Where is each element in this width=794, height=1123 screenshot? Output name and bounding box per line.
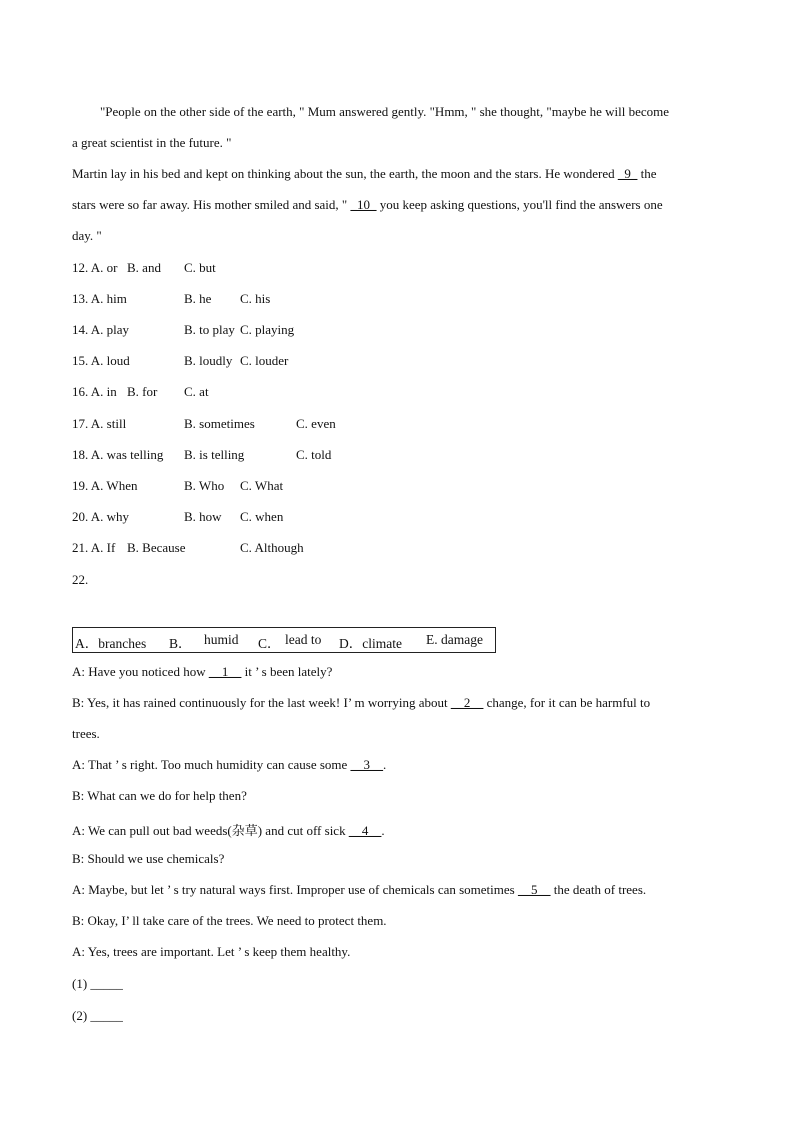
- q12-c: C. but: [184, 260, 216, 275]
- q12-b: B. and: [127, 260, 161, 275]
- dialogue-line-7: B: Should we use chemicals?: [72, 851, 225, 866]
- dialogue-line-10: A: Yes, trees are important. Let ’ s keep them healthy.: [72, 944, 351, 959]
- q13-c: C. his: [240, 291, 271, 306]
- dialogue-text: A: We can pull out bad weeds(杂草) and cut off sick: [72, 823, 349, 838]
- q14-c: C. playing: [240, 322, 295, 337]
- word-option-b: humid: [204, 632, 239, 647]
- q18-c: C. told: [296, 447, 332, 462]
- dialogue-line-6: [72, 820, 385, 839]
- q14-b: B. to play: [184, 322, 235, 337]
- passage-line-2c: day. ": [72, 228, 102, 243]
- answer-line-2[interactable]: (2) _____: [72, 1008, 123, 1023]
- q18-a: 18. A. was telling: [72, 447, 164, 462]
- dialogue-text: A: That ’ s right. Too much humidity can cause some: [72, 757, 351, 772]
- dialogue-text: .: [383, 757, 387, 772]
- q22-label: 22.: [72, 572, 89, 587]
- q16-b: B. for: [127, 384, 158, 399]
- word-box: [72, 627, 496, 653]
- q19-b: B. Who: [184, 478, 225, 493]
- word-option-c: lead to: [285, 632, 322, 647]
- q15-b: B. loudly: [184, 353, 233, 368]
- q15-c: C. louder: [240, 353, 289, 368]
- q17-c: C. even: [296, 416, 336, 431]
- dialogue-text: the death of trees.: [550, 882, 647, 897]
- q14-a: 14. A. play: [72, 322, 130, 337]
- dialogue-text: B: Yes, it has rained continuously for the last week! I’ m worrying about: [72, 695, 451, 710]
- dialogue-blank-4: __4__: [348, 823, 382, 838]
- passage-line-1a: "People on the other side of the earth, " Mum answered gently. "Hmm, " she thought, "maybe he will become: [100, 104, 670, 119]
- q16-c: C. at: [184, 384, 209, 399]
- q12-a: 12. A. or: [72, 260, 118, 275]
- q17-b: B. sometimes: [184, 416, 255, 431]
- q20-b: B. how: [184, 509, 222, 524]
- answer-line-1[interactable]: (1) _____: [72, 976, 123, 991]
- q20-a: 20. A. why: [72, 509, 130, 524]
- passage-line-2a: [72, 166, 657, 182]
- q19-c: C. What: [240, 478, 284, 493]
- blank-9: _9_: [617, 166, 638, 181]
- word-option-e: E. damage: [426, 632, 483, 647]
- dialogue-line-1: [72, 664, 332, 680]
- q18-b: B. is telling: [184, 447, 245, 462]
- dialogue-line-5: B: What can we do for help then?: [72, 788, 247, 803]
- dialogue-line-3: trees.: [72, 726, 100, 741]
- q13-b: B. he: [184, 291, 212, 306]
- dialogue-text: A: Have you noticed how: [72, 664, 209, 679]
- blank-10: _10_: [350, 197, 377, 212]
- dialogue-line-9: B: Okay, I’ ll take care of the trees. We need to protect them.: [72, 913, 387, 928]
- passage-text: you keep asking questions, you'll find the answers one: [376, 197, 663, 212]
- q19-a: 19. A. When: [72, 478, 138, 493]
- dialogue-blank-5: __5__: [517, 882, 551, 897]
- q16-a: 16. A. in: [72, 384, 117, 399]
- passage-line-1b: a great scientist in the future. ": [72, 135, 232, 150]
- dialogue-blank-1: __1__: [208, 664, 242, 679]
- dialogue-line-2: [72, 695, 650, 711]
- dialogue-blank-2: __2__: [450, 695, 484, 710]
- q15-a: 15. A. loud: [72, 353, 130, 368]
- word-option-d: D．climate: [339, 636, 402, 651]
- dialogue-line-4: [72, 757, 386, 773]
- word-option-a: A．branches: [75, 636, 147, 651]
- q20-c: C. when: [240, 509, 284, 524]
- passage-line-2b: [72, 197, 663, 213]
- q21-c: C. Although: [240, 540, 304, 555]
- dialogue-line-8: [72, 882, 646, 898]
- passage-text: the: [637, 166, 657, 181]
- q17-a: 17. A. still: [72, 416, 127, 431]
- dialogue-text: it ’ s been lately?: [241, 664, 333, 679]
- word-option-c-letter: C．: [258, 636, 281, 651]
- passage-text: Martin lay in his bed and kept on thinking about the sun, the earth, the moon and the stars. He wondered: [72, 166, 618, 181]
- dialogue-blank-3: __3__: [350, 757, 384, 772]
- passage-text: stars were so far away. His mother smiled and said, ": [72, 197, 351, 212]
- dialogue-text: .: [381, 823, 385, 838]
- word-option-b-letter: B．: [169, 636, 192, 651]
- q21-a: 21. A. If: [72, 540, 116, 555]
- dialogue-text: change, for it can be harmful to: [483, 695, 651, 710]
- q21-b: B. Because: [127, 540, 186, 555]
- dialogue-text: A: Maybe, but let ’ s try natural ways first. Improper use of chemicals can sometimes: [72, 882, 518, 897]
- q13-a: 13. A. him: [72, 291, 127, 306]
